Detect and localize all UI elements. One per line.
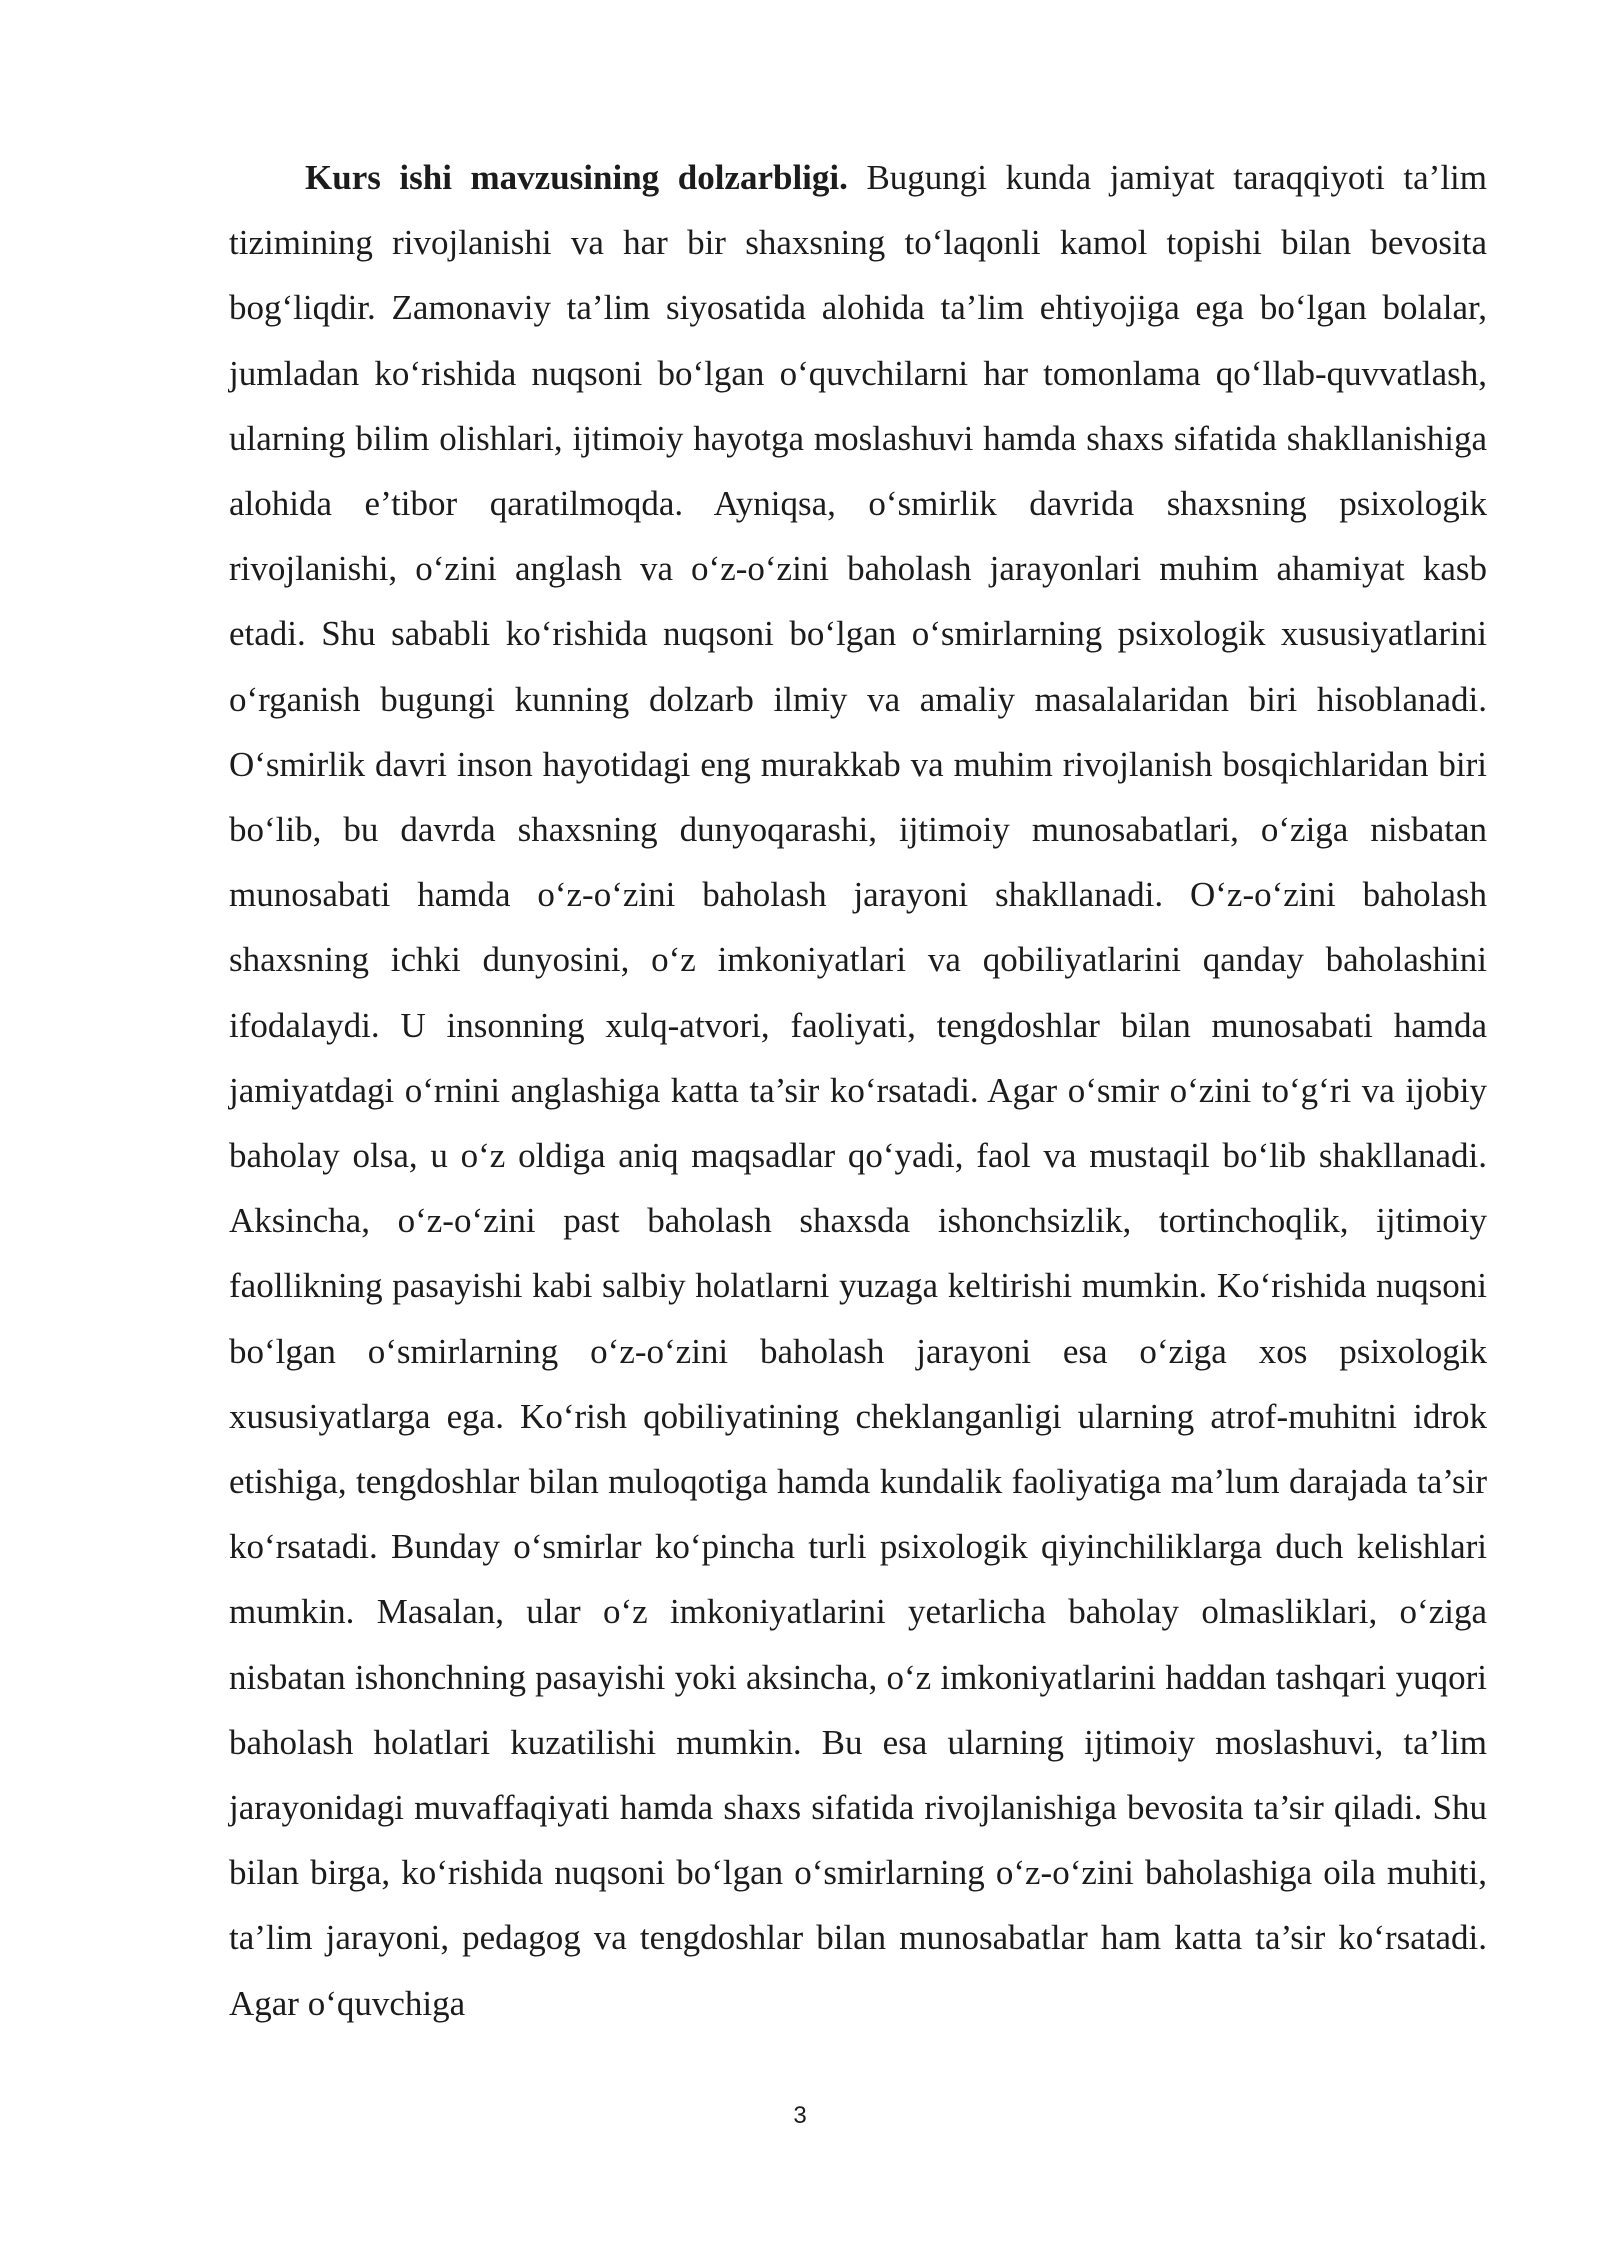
paragraph-lead-heading: Kurs ishi mavzusining dolzarbligi. — [305, 158, 848, 197]
page-number: 3 — [793, 2102, 807, 2129]
body-paragraph — [229, 145, 1487, 2036]
paragraph-body-text: Bugungi kunda jamiyat taraqqiyoti ta’lim tizimining rivojlanishi va har bir shaxsning to‘laqonli kamol topishi bilan bevosita bog‘liqdir. Zamonaviy ta’lim siyosatida alohida ta’lim ehtiyojiga ega bo‘lgan bolalar, jumladan ko‘rishida nuqsoni bo‘lgan o‘quvchilarni har tomonlama qo‘llab-quvvatlash, ularning bilim olishlari, ijtimoiy hayotga moslashuvi hamda shaxs sifatida shakllanishiga alohida e’tibor qaratilmoqda. Ayniqsa, o‘smirlik davrida shaxsning psixologik rivojlanishi, o‘zini anglash va o‘z-o‘zini baholash jarayonlari muhim ahamiyat kasb etadi. Shu sababli ko‘rishida nuqsoni bo‘lgan o‘smirlarning psixologik xususiyatlarini o‘rganish bugungi kunning dolzarb ilmiy va amaliy masalalaridan biri hisoblanadi. O‘smirlik davri inson hayotidagi eng murakkab va muhim rivojlanish bosqichlaridan biri bo‘lib, bu davrda shaxsning dunyoqarashi, ijtimoiy munosabatlari, o‘ziga nisbatan munosabati hamda o‘z-o‘zini baholash jarayoni shakllanadi. O‘z-o‘zini baholash shaxsning ichki dunyosini, o‘z imkoniyatlari va qobiliyatlarini qanday baholashini ifodalaydi. U insonning xulq-atvori, faoliyati, tengdoshlar bilan munosabati hamda jamiyatdagi o‘rnini anglashiga katta ta’sir ko‘rsatadi. Agar o‘smir o‘zini to‘g‘ri va ijobiy baholay olsa, u o‘z oldiga aniq maqsadlar qo‘yadi, faol va mustaqil bo‘lib shakllanadi. Aksincha, o‘z-o‘zini past baholash shaxsda ishonchsizlik, tortinchoqlik, ijtimoiy faollikning pasayishi kabi salbiy holatlarni yuzaga keltirishi mumkin. Ko‘rishida nuqsoni bo‘lgan o‘smirlarning o‘z-o‘zini baholash jarayoni esa o‘ziga xos psixologik xususiyatlarga ega. Ko‘rish qobiliyatining cheklanganligi ularning atrof-muhitni idrok etishiga, tengdoshlar bilan muloqotiga hamda kundalik faoliyatiga ma’lum darajada ta’sir ko‘rsatadi. Bunday o‘smirlar ko‘pincha turli psixologik qiyinchiliklarga duch kelishlari mumkin. Masalan, ular o‘z imkoniyatlarini yetarlicha baholay olmasliklari, o‘ziga nisbatan ishonchning pasayishi yoki aksincha, o‘z imkoniyatlarini haddan tashqari yuqori baholash holatlari kuzatilishi mumkin. Bu esa ularning ijtimoiy moslashuvi, ta’lim jarayonidagi muvaffaqiyati hamda shaxs sifatida rivojlanishiga bevosita ta’sir qiladi. Shu bilan birga, ko‘rishida nuqsoni bo‘lgan o‘smirlarning o‘z-o‘zini baholashiga oila muhiti, ta’lim jarayoni, pedagog va tengdoshlar bilan munosabatlar ham katta ta’sir ko‘rsatadi. Agar o‘quvchiga — [229, 158, 1487, 2023]
